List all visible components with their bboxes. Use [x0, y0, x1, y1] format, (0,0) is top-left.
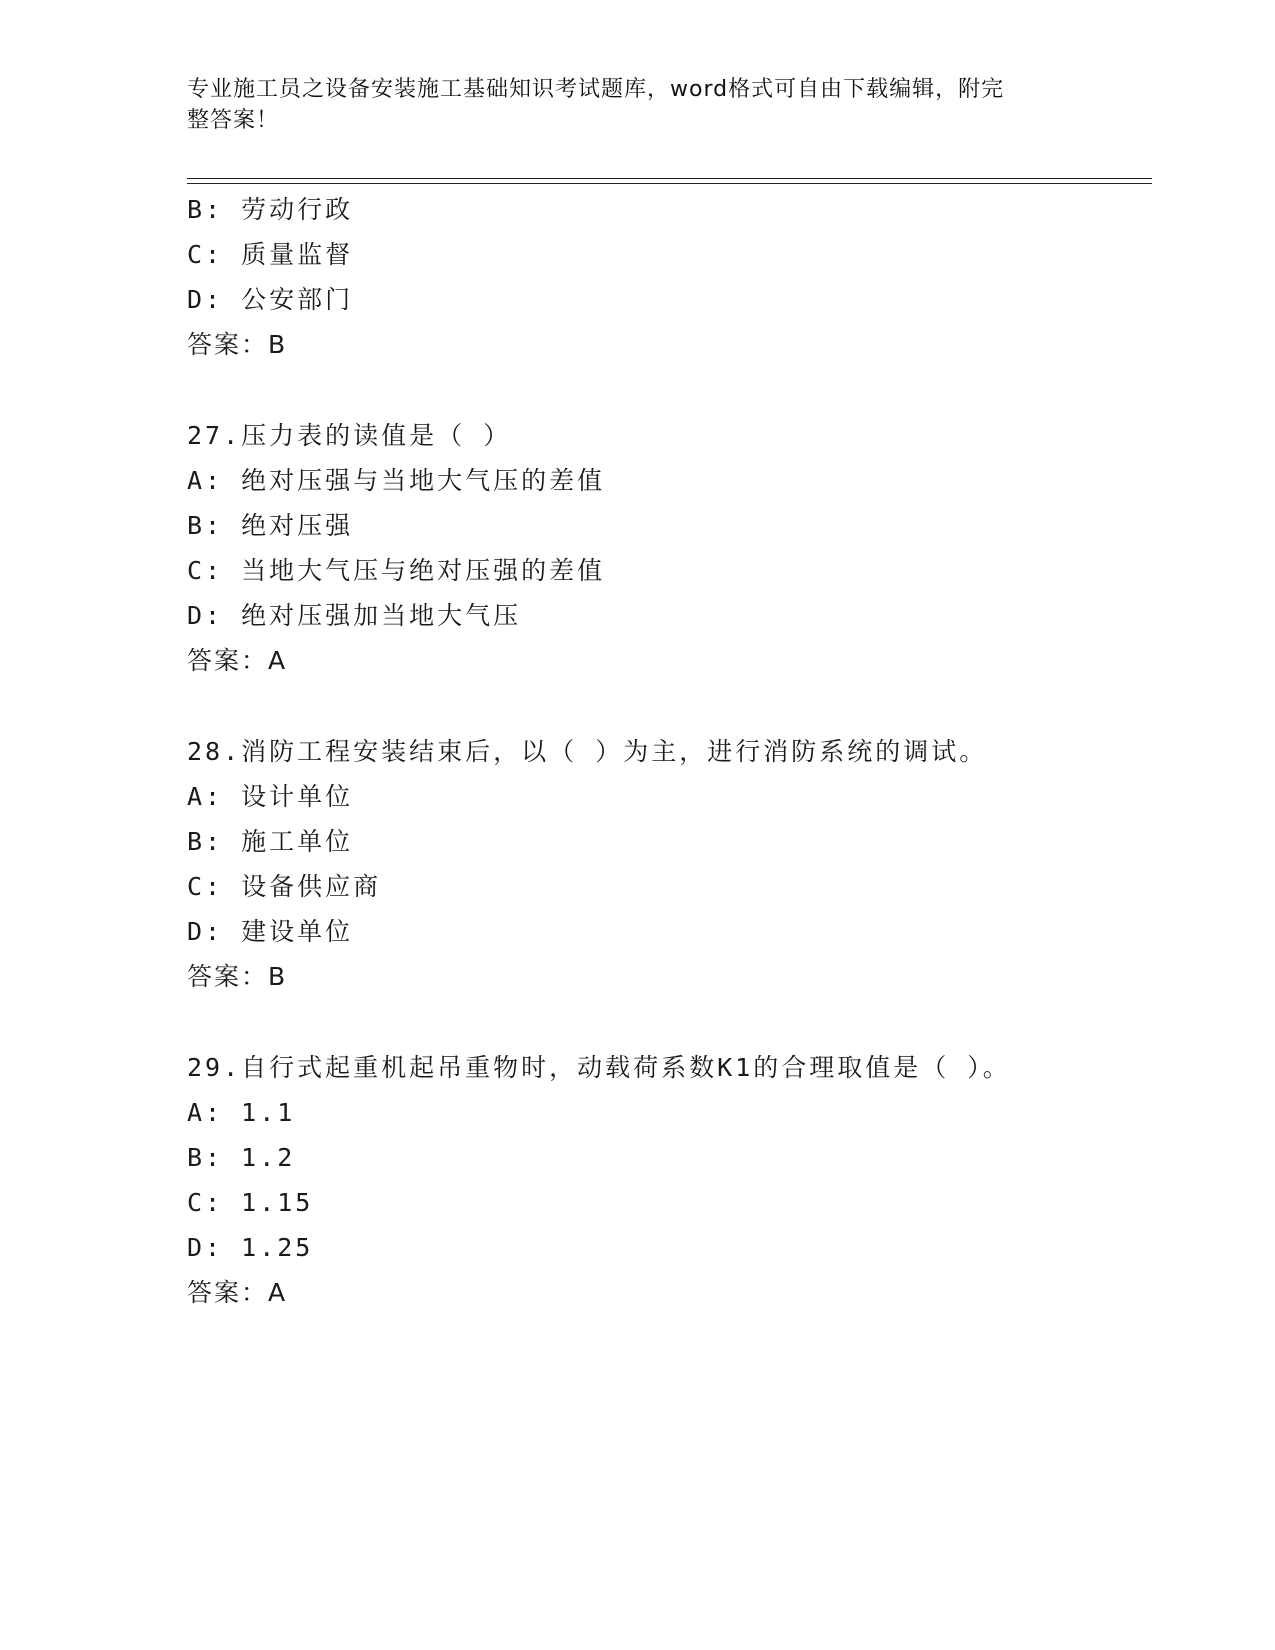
- option-d: D: 1.25: [187, 1233, 314, 1262]
- option-c: C: 质量监督: [187, 240, 354, 269]
- header-divider-bottom: [187, 183, 1152, 184]
- option-b: B: 1.2: [187, 1143, 296, 1172]
- answer-line: 答案：B: [187, 962, 288, 991]
- option-b: B: 施工单位: [187, 827, 354, 856]
- question-28-stem: 28.消防工程安装结束后，以（ ）为主，进行消防系统的调试。: [187, 737, 988, 766]
- option-d: D: 建设单位: [187, 917, 354, 946]
- answer-line: 答案：A: [187, 1278, 288, 1307]
- option-d: D: 公安部门: [187, 285, 354, 314]
- option-c: C: 设备供应商: [187, 872, 382, 901]
- header-line-2: 整答案！: [187, 108, 280, 133]
- option-b: B: 绝对压强: [187, 511, 354, 540]
- question-29-stem: 29.自行式起重机起吊重物时，动载荷系数K1的合理取值是（ ）。: [187, 1053, 1011, 1082]
- header-divider-top: [187, 178, 1152, 179]
- option-a: A: 绝对压强与当地大气压的差值: [187, 466, 606, 495]
- option-c: C: 1.15: [187, 1188, 314, 1217]
- option-a: A: 设计单位: [187, 782, 354, 811]
- question-27-stem: 27.压力表的读值是（ ）: [187, 421, 512, 450]
- answer-line: 答案：B: [187, 330, 288, 359]
- option-c: C: 当地大气压与绝对压强的差值: [187, 556, 606, 585]
- option-a: A: 1.1: [187, 1098, 296, 1127]
- header-line-1: 专业施工员之设备安装施工基础知识考试题库，word格式可自由下载编辑，附完: [187, 77, 1005, 102]
- option-d: D: 绝对压强加当地大气压: [187, 601, 522, 630]
- document-header: [187, 74, 1067, 136]
- option-b: B: 劳动行政: [187, 195, 354, 224]
- answer-line: 答案：A: [187, 646, 288, 675]
